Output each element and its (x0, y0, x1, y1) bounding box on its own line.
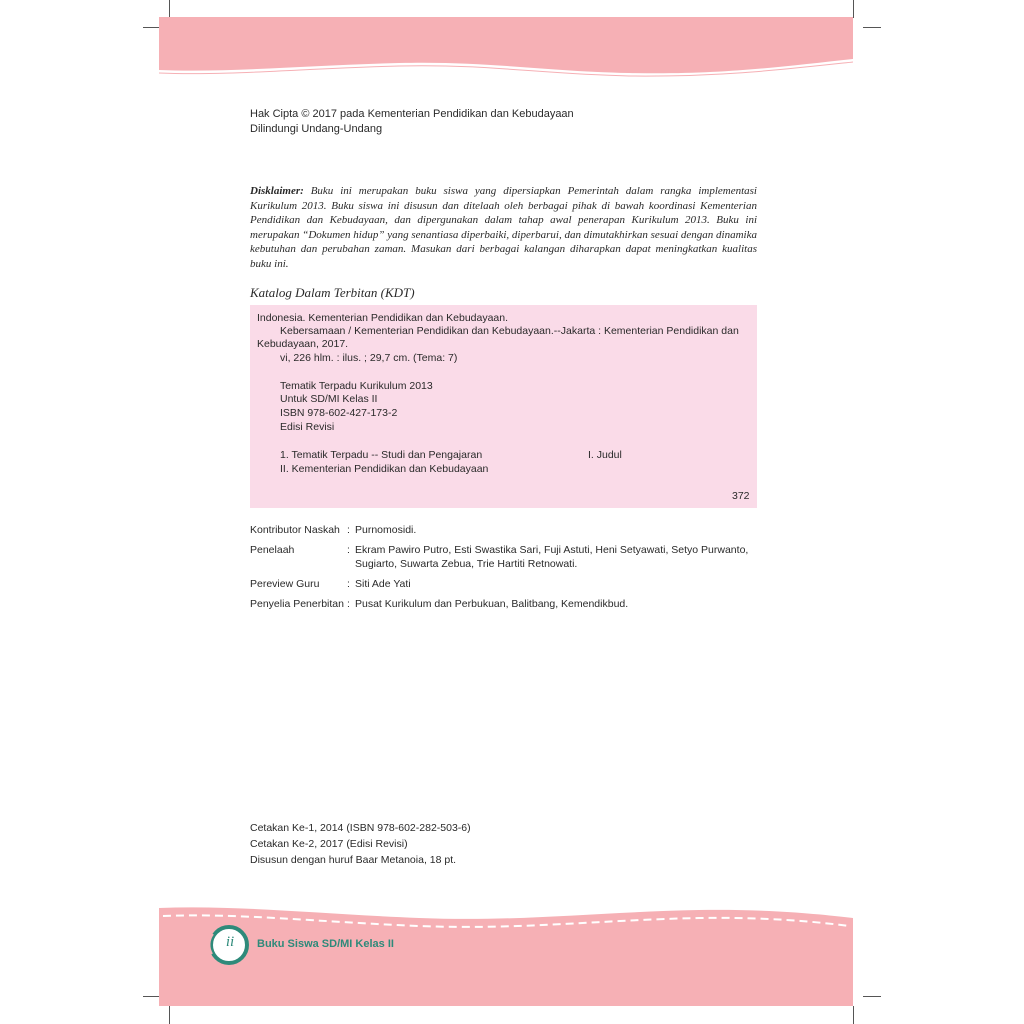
kdt-line: II. Kementerian Pendidikan dan Kebudayaan (280, 463, 489, 475)
credit-colon: : (347, 598, 350, 610)
credit-value: Pusat Kurikulum dan Perbukuan, Balitbang, Kemendikbud. (355, 598, 629, 610)
kdt-classification-number: 372 (732, 490, 750, 502)
crop-mark (169, 1006, 170, 1024)
bottom-wave-band (159, 906, 853, 1006)
credit-row (250, 543, 770, 571)
credit-row (250, 597, 770, 611)
kdt-heading: Katalog Dalam Terbitan (KDT) (250, 285, 415, 300)
top-wave-band (159, 17, 853, 77)
credit-label: Penyelia Penerbitan (250, 598, 344, 610)
crop-mark (853, 0, 854, 18)
printing-line: Cetakan Ke-2, 2017 (Edisi Revisi) (250, 838, 408, 850)
credit-row (250, 523, 770, 537)
credit-label: Kontributor Naskah (250, 524, 340, 536)
kdt-line: I. Judul (588, 449, 622, 461)
printing-info (250, 820, 471, 868)
crop-mark (853, 1006, 854, 1024)
protection-line: Dilindungi Undang-Undang (250, 123, 383, 135)
kdt-line: vi, 226 hlm. : ilus. ; 29,7 cm. (Tema: 7) (280, 352, 458, 364)
printing-line: Cetakan Ke-1, 2014 (ISBN 978-602-282-503-6) (250, 822, 471, 834)
copyright-block (250, 107, 574, 137)
credit-label: Penelaah (250, 544, 295, 556)
credit-value: Siti Ade Yati (355, 578, 411, 590)
kdt-line: Tematik Terpadu Kurikulum 2013 (280, 380, 433, 392)
disclaimer-label: Disklaimer: (250, 185, 304, 197)
credit-colon: : (347, 524, 350, 536)
credit-value: Ekram Pawiro Putro, Esti Swastika Sari, Fuji Astuti, Heni Setyawati, Setyo Purwanto, Sugiarto, Suwarta Zebua, Trie Hartiti Retnowati. (355, 544, 749, 570)
kdt-line: Indonesia. Kementerian Pendidikan dan Kebudayaan. (257, 312, 509, 324)
kdt-box (250, 305, 757, 508)
credit-label: Pereview Guru (250, 578, 320, 590)
kdt-line: ISBN 978-602-427-173-2 (280, 407, 398, 419)
credits (250, 523, 770, 617)
kdt-line: 1. Tematik Terpadu -- Studi dan Pengajaran (280, 449, 483, 461)
crop-mark (169, 0, 170, 18)
credit-colon: : (347, 578, 350, 590)
copyright-line: Hak Cipta © 2017 pada Kementerian Pendidikan dan Kebudayaan (250, 108, 574, 120)
credit-row (250, 577, 770, 591)
crop-mark (863, 996, 881, 997)
disclaimer-text: Buku ini merupakan buku siswa yang dipersiapkan Pemerintah dalam rangka implementasi Kurikulum 2013. Buku siswa ini disusun dan ditelaah oleh berbagai pihak di bawah koordinasi Kementerian Pendidikan dan Kebudayaan, dan dipergunakan dalam tahap awal penerapan Kurikulum 2013. Buku ini merupakan “Dokumen hidup” yang senantiasa diperbaiki, diperbarui, dan dimutakhirkan sesuai dengan dinamika kebutuhan dan perubahan zaman. Masukan dari berbagai kalangan diharapkan dapat meningkatkan kualitas buku ini. (250, 185, 757, 270)
kdt-line: Kebudayaan, 2017. (257, 338, 349, 350)
credit-colon: : (347, 544, 350, 556)
kdt-line: Edisi Revisi (280, 421, 335, 433)
book-title: Buku Siswa SD/MI Kelas II (257, 938, 394, 950)
credit-value: Purnomosidi. (355, 524, 417, 536)
kdt-line: Kebersamaan / Kementerian Pendidikan dan Kebudayaan.--Jakarta : Kementerian Pendidikan dan (280, 325, 739, 337)
printing-line: Disusun dengan huruf Baar Metanoia, 18 pt. (250, 854, 457, 866)
kdt-line: Untuk SD/MI Kelas II (280, 393, 378, 405)
page-number: ii (225, 934, 235, 950)
crop-mark (863, 27, 881, 28)
disclaimer (250, 184, 757, 272)
